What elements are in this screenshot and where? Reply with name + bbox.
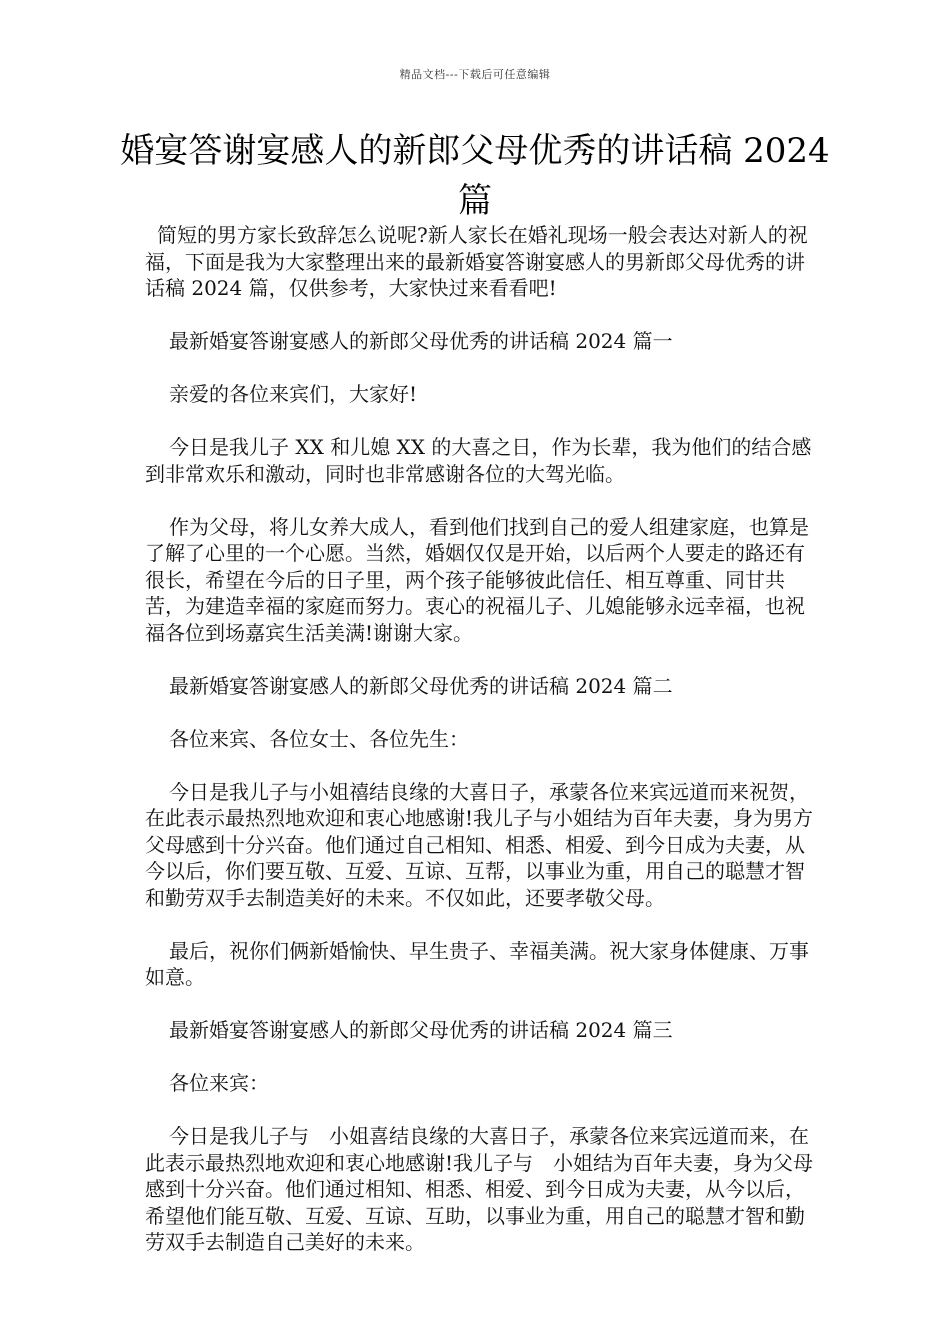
body-paragraph: 今日是我儿子 XX 和儿媳 XX 的大喜之日，作为长辈，我为他们的结合感到非常欢乐和激动，同时也非常感谢各位的大驾光临。 (145, 435, 812, 486)
document-body (145, 222, 817, 1256)
body-paragraph: 今日是我儿子与小姐禧结良缘的大喜日子，承蒙各位来宾远道而来祝贺，在此表示最热烈地欢迎和衷心地感谢!我儿子与小姐结为百年夫妻，身为男方父母感到十分兴奋。他们通过自己相知、相悉、相爱、到今日成为夫妻，从今以后，你们要互敬、互爱、互谅、互帮，以事业为重，用自己的聪慧才智和勤劳双手去制造美好的未来。不仅如此，还要孝敬父母。 (145, 779, 814, 910)
body-paragraph: 最后，祝你们俩新婚愉快、早生贵子、幸福美满。祝大家身体健康、万事如意。 (145, 938, 809, 989)
intro-paragraph: 简短的男方家长致辞怎么说呢?新人家长在婚礼现场一般会表达对新人的祝福，下面是我为大家整理出来的最新婚宴答谢宴感人的男新郎父母优秀的讲话稿 2024 篇，仅供参考，大家快过来看看吧! (145, 223, 808, 300)
greeting-paragraph: 亲爱的各位来宾们，大家好! (169, 382, 418, 406)
body-paragraph: 作为父母，将儿女养大成人，看到他们找到自己的爱人组建家庭，也算是了解了心里的一个心愿。当然，婚姻仅仅是开始，以后两个人要走的路还有很长，希望在今后的日子里，两个孩子能够彼此信任、相互尊重、同甘共苦，为建造幸福的家庭而努力。衷心的祝福儿子、儿媳能够永远幸福，也祝福各位到场嘉宾生活美满!谢谢大家。 (145, 514, 809, 645)
section-heading-2: 最新婚宴答谢宴感人的新郎父母优秀的讲话稿 2024 篇二 (169, 673, 673, 698)
greeting-paragraph: 各位来宾： (169, 1071, 269, 1095)
section-heading-3: 最新婚宴答谢宴感人的新郎父母优秀的讲话稿 2024 篇三 (169, 1018, 673, 1042)
header-note: 精品文档---下载后可任意编辑 (399, 68, 551, 81)
section-heading-1: 最新婚宴答谢宴感人的新郎父母优秀的讲话稿 2024 篇一 (169, 329, 673, 353)
greeting-paragraph: 各位来宾、各位女士、各位先生： (169, 726, 469, 751)
body-paragraph: 今日是我儿子与 小姐喜结良缘的大喜日子，承蒙各位来宾远道而来，在此表示最热烈地欢迎和衷心地感谢!我儿子与 小姐结为百年夫妻，身为父母感到十分兴奋。他们通过相知、相悉、相爱、到今日成为夫妻，从今以后，希望他们能互敬、互爱、互谅、互助，以事业为重，用自己的聪慧才智和勤劳双手去制造自己美好的未来。 (145, 1124, 814, 1254)
document-title: 婚宴答谢宴感人的新郎父母优秀的讲话稿 2024 篇 (120, 131, 830, 221)
